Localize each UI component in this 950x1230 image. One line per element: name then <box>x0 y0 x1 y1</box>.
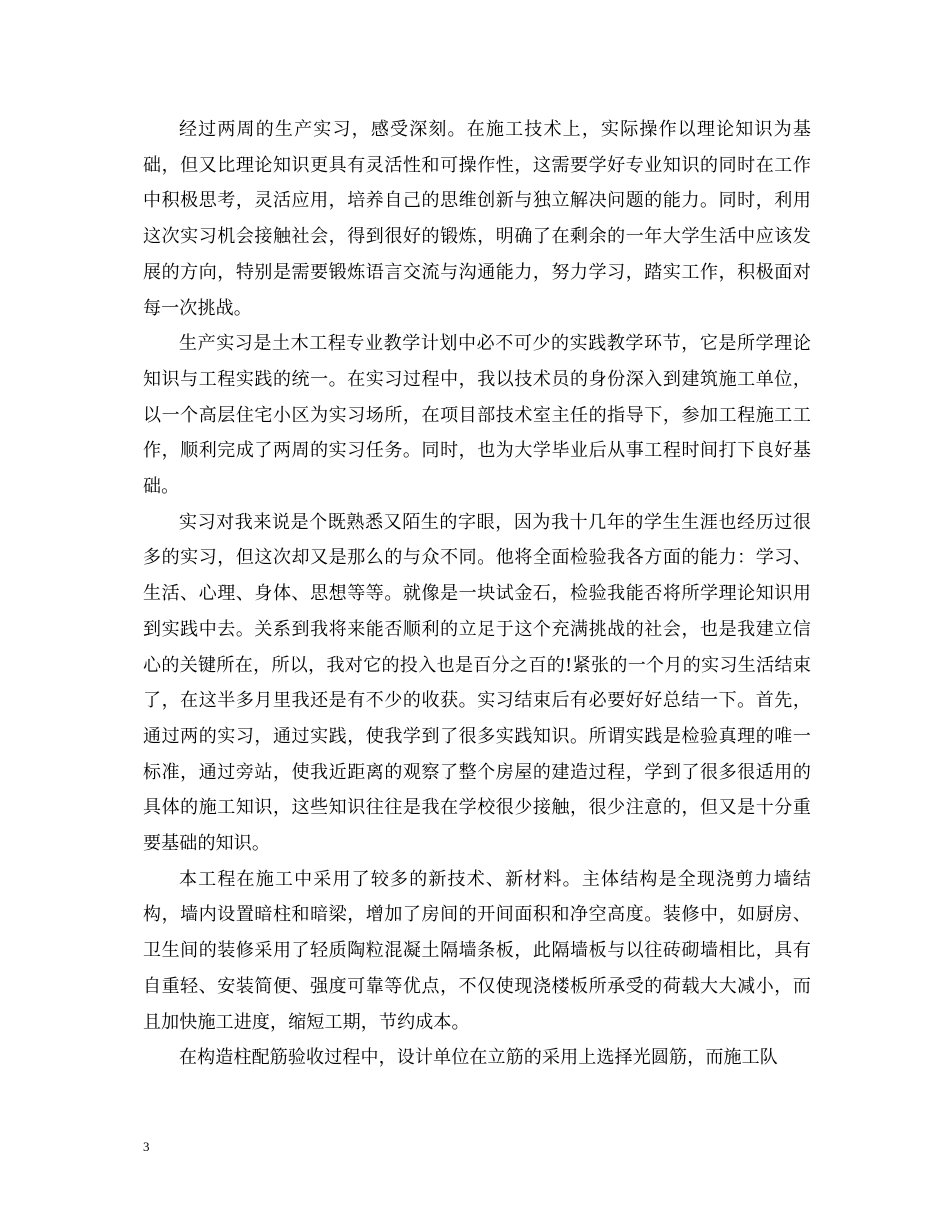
paragraph-5: 在构造柱配筋验收过程中，设计单位在立筋的采用上选择光圆筋，而施工队 <box>179 1047 778 1069</box>
paragraph-1: 经过两周的生产实习，感受深刻。在施工技术上，实际操作以理论知识为基础，但又比理论知识更具有灵活性和可操作性，这需要学好专业知识的同时在工作中积极思考，灵活应用，培养自己的思维创新与独立解决问题的能力。同时，利用这次实习机会接触社会，得到很好的锻炼，明确了在剩余的一年大学生活中应该发展的方向，特别是需要锻炼语言交流与沟通能力，努力学习，踏实工作，积极面对每一次挑战。 <box>143 119 811 319</box>
paragraph-3: 实习对我来说是个既熟悉又陌生的字眼，因为我十几年的学生生涯也经历过很多的实习，但这次却又是那么的与众不同。他将全面检验我各方面的能力：学习、生活、心理、身体、思想等等。就像是一块试金石，检验我能否将所学理论知识用到实践中去。关系到我将来能否顺利的立足于这个充满挑战的社会，也是我建立信心的关键所在，所以，我对它的投入也是百分之百的!紧张的一个月的实习生活结束了，在这半多月里我还是有不少的收获。实习结束后有必要好好总结一下。首先，通过两的实习，通过实践，使我学到了很多实践知识。所谓实践是检验真理的唯一标准，通过旁站，使我近距离的观察了整个房屋的建造过程，学到了很多很适用的具体的施工知识，这些知识往往是我在学校很少接触，很少注意的，但又是十分重要基础的知识。 <box>143 511 811 855</box>
page-number: 3 <box>143 1139 150 1154</box>
paragraph-2: 生产实习是土木工程专业教学计划中必不可少的实践教学环节，它是所学理论知识与工程实践的统一。在实习过程中，我以技术员的身份深入到建筑施工单位，以一个高层住宅小区为实习场所，在项目部技术室主任的指导下，参加工程施工工作，顺利完成了两周的实习任务。同时，也为大学毕业后从事工程时间打下良好基础。 <box>143 333 811 498</box>
paragraph-4: 本工程在施工中采用了较多的新技术、新材料。主体结构是全现浇剪力墙结构，墙内设置暗柱和暗梁，增加了房间的开间面积和净空高度。装修中，如厨房、卫生间的装修采用了轻质陶粒混凝土隔墙条板，此隔墙板与以往砖砌墙相比，具有自重轻、安装简便、强度可靠等优点，不仅使现浇楼板所承受的荷载大大减小，而且加快施工进度，缩短工期，节约成本。 <box>143 868 811 1033</box>
document-body <box>143 112 811 1076</box>
